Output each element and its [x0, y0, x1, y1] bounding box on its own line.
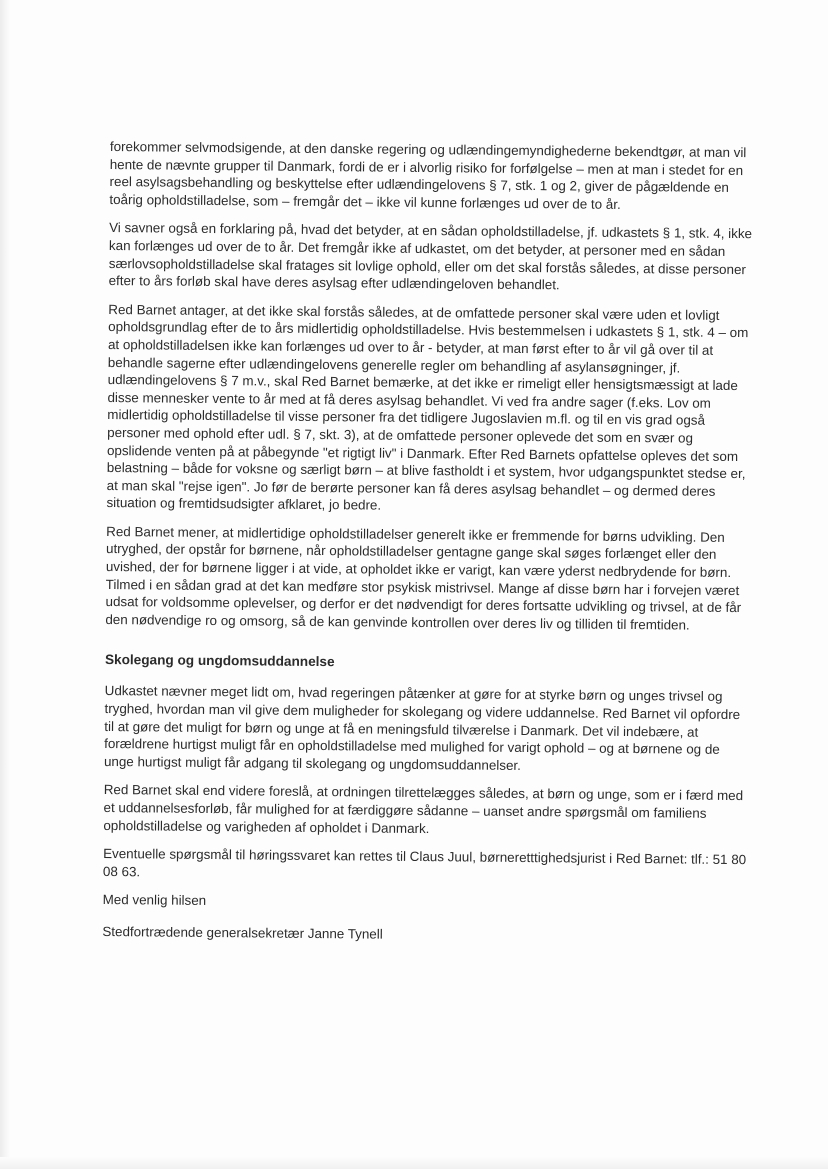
paragraph-contradiction: forekommer selvmodsigende, at den danske regering og udlændingemyndighederne bekendtgør, at man vil hente de nævnte grupper til Danmark, fordi de er i alvorlig risiko for forfølgelse – men at man i stedet for en reel asylsagsbehandling og beskyttelse efter udlændingelovens § 7, stk. 1 og 2, giver de pågældende en toårig opholdstilladelse, som – fremgår det – ikke vil kunne forlænges ud over de to år. — [109, 138, 747, 212]
paragraph-education-proposal: Red Barnet skal end videre foreslå, at ordningen tilrettelægges således, at børn og unge, som er i færd med et uddannelsesforløb, får mulighed for at færdiggøre sådanne – uanset andre spørgsmål om familiens opholdstilladelse og varigheden af opholdet i Danmark. — [103, 782, 744, 836]
section-heading: Skolegang og ungdomsuddannelse — [104, 652, 335, 670]
greeting: Med venlig hilsen — [102, 892, 207, 909]
paragraph-extension-question: Vi savner også en forklaring på, hvad det betyder, at en sådan opholdstilladelse, jf. udkastets § 1, stk. 4, ikke kan forlænges ud over de to år. Det fremgår ikke af udkastet, om det betyder, at personer med en sådan særlovsopholdstilladelse skal fratages sit lovlige ophold, eller om det skal forstås således, at disse personer efter to års forløb skal have deres asylsag efter udlændingeloven behandlet. — [108, 220, 753, 293]
letter-body — [102, 138, 758, 958]
paragraph-contact: Eventuelle spørgsmål til høringssvaret kan rettes til Claus Juul, børneretttighedsjurist i Red Barnet: tlf.: 51 80 08 63. — [102, 846, 747, 880]
signature: Stedfortrædende generalsekretær Janne Tynell — [102, 923, 383, 942]
paragraph-child-development: Red Barnet mener, at midlertidige opholdstilladelser generelt ikke er fremmende for børns udvikling. Den utryghed, der opstår for børnene, når opholdstilladelser gentagne gange skal søges forlænget eller den uvished, der for børnene ligger i at vide, at opholdet ikke er varigt, kan være yderst nedbrydende for børn. Tilmed i en sådan grad at det kan medføre stor psykisk mistrivsel. Mange af disse børn har i forvejen været udsat for voldsomme oplevelser, og derfor er det nødvendigt for deres fortsatte udvikling og trivsel, at de får den nødvendige ro og omsorg, så de kan genvinde kontrollen over deres liv og tilliden til fremtiden. — [105, 523, 742, 633]
paragraph-red-barnet-assumption: Red Barnet antager, at det ikke skal forstås således, at de omfattede personer skal være uden et lovligt opholdsgrundlag efter de to års midlertidig opholdstilladelse. Hvis bestemmelsen i udkastets § 1, stk. 4 – om at opholdstilladelsen ikke kan forlænges ud over to år - betyder, at man først efter to år vil gå over til at behandle sagerne efter udlændingelovens generelle regler om behandling af asylansøgninger, jf. udlændingelovens § 7 m.v., skal Red Barnet bemærke, at det ikke er rimeligt eller hensigtsmæssigt at lade disse mennesker vente to år med at få deres asylsag behandlet. Vi ved fra andre sager (f.eks. Lov om midlertidig opholdstilladelse til visse personer fra det tidligere Jugoslavien m.fl. og til en vis grad også personer med ophold efter udl. § 7, skt. 3), at de omfattede personer oplevede det som en svær og opslidende venten på at påbegynde "et rigtigt liv" i Danmark. Efter Red Barnets opfattelse opleves det som belastning – både for voksne og særligt børn – at blive fastholdt i et system, hvor udgangspunktet stedse er, at man skal "rejse igen". Jo før de berørte personer kan få deres asylsag behandlet – og dermed deres situation og fremtidsudsigter afklaret, jo bedre. — [106, 301, 749, 513]
scan-shadow-bottom — [0, 1157, 828, 1169]
paragraph-schooling: Udkastet nævner meget lidt om, hvad regeringen påtænker at gøre for at styrke børn og unges trivsel og tryghed, hvordan man vil give dem muligheder for skolegang og videre uddannelse. Red Barnet vil opfordre til at gøre det muligt for børn og unge at få en meningsfuld tilværelse i Danmark. Det vil indebære, at forældrene hurtigst muligt får en opholdstilladelse med mulighed for varigt ophold – og at børnene og de unge hurtigst muligt får adgang til skolegang og ungdomsuddannelser. — [103, 683, 741, 773]
scan-shadow-left — [0, 0, 10, 1169]
